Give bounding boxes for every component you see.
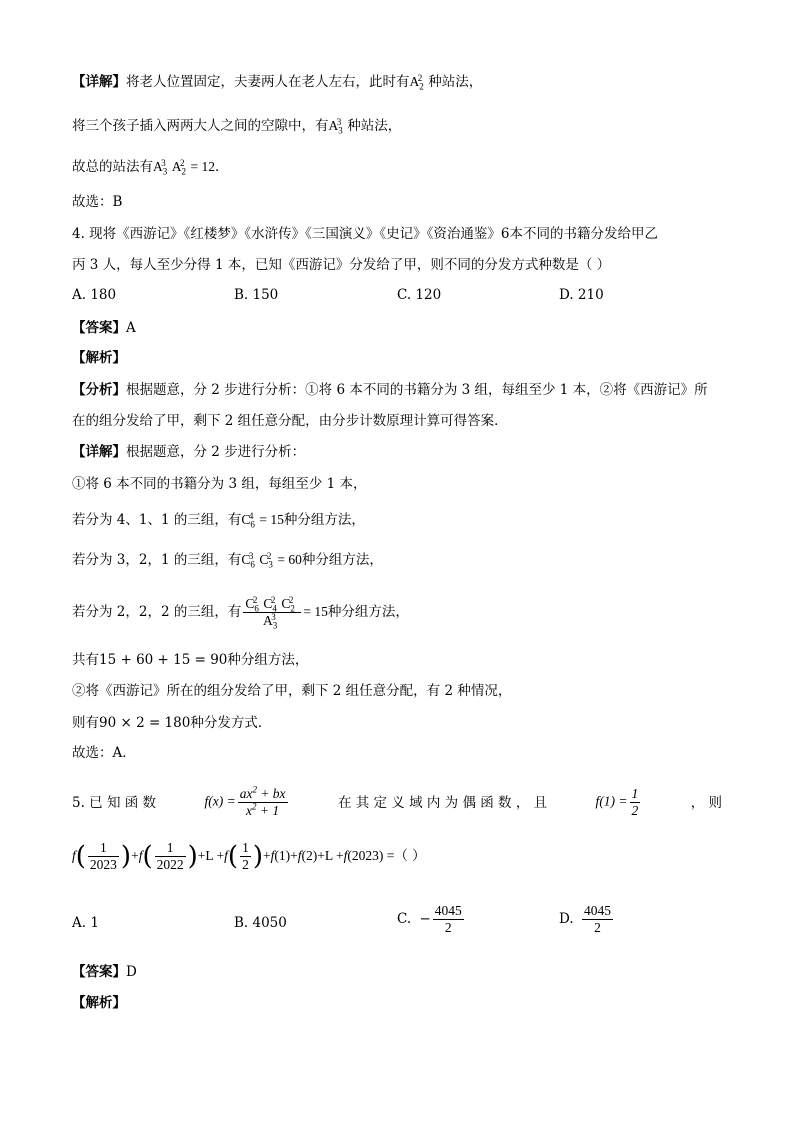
q4-choose: 故选：A． bbox=[72, 745, 136, 761]
q5-option-c: C. − $\frac{4045}{2}$ bbox=[397, 903, 462, 935]
perm-A33: $A_3^3$ bbox=[328, 116, 343, 136]
q4-detail-line1: 【详解】根据题意，分 2 步进行分析： bbox=[72, 444, 306, 460]
q4-stem-line1: 4. 现将《西游记》《红楼梦》《水浒传》《三国演义》《史记》《资治通鉴》6本不同的书籍分发给甲乙 bbox=[72, 226, 659, 242]
q4-step1: ①将 6 本不同的书籍分为 3 组，每组至少 1 本， bbox=[72, 476, 367, 492]
perm-A22: $A_2^2$ bbox=[409, 72, 424, 92]
q4-case2: 若分为 3，2，1 的三组，有$C_6^3$ $C_3^2 = 60$种分组方法， bbox=[72, 550, 383, 570]
q5-answer: 【答案】D bbox=[72, 964, 137, 980]
q4-analysis-tag: 【解析】 bbox=[72, 350, 126, 366]
q4-case1: 若分为 4、1、1 的三组，有$C_6^4 = 15$种分组方法， bbox=[72, 510, 365, 530]
case3-fraction: $\frac{C_6^2 C_4^2 C_2^2}{A_3^3}$ bbox=[243, 596, 301, 629]
q4-option-a: A. 180 bbox=[72, 287, 117, 303]
q4-step2: ②将《西游记》所在的组分发给了甲，剩下 2 组任意分配，有 2 种情况， bbox=[72, 683, 512, 699]
q3-detail-line3: 故总的站法有$A_3^3$ $A_2^2 = 12$． bbox=[72, 157, 229, 177]
q5-option-b: B. 4050 bbox=[234, 915, 287, 931]
q4-fenxi-line2: 在的组分发给了甲，剩下 2 组任意分配，由分步计数原理计算可得答案． bbox=[72, 413, 508, 429]
comb-C63C32: $C_6^3$ $C_3^2$ bbox=[241, 550, 273, 570]
q4-stem-line2: 丙 3 人，每人至少分得 1 本，已知《西游记》分发给了甲，则不同的分发方式种数是（ ） bbox=[72, 257, 611, 273]
q4-option-c: C. 120 bbox=[397, 287, 442, 303]
q4-result: 则有90 × 2 = 180种分发方式． bbox=[72, 715, 272, 731]
q5-sum-expression: f( $\frac{1}{2023}$ )+f( $\frac{1}{2022}$ )+L +f( $\frac{1}{2}$ )+f(1)+f(2)+L +f(2023) =（ ） bbox=[72, 840, 426, 872]
q4-case3: 若分为 2，2，2 的三组，有 $\frac{C_6^2 C_4^2 C_2^2}{A_3^3}$ = 15种分组方法， bbox=[72, 594, 409, 631]
q3-detail-text1: 将老人位置固定，夫妻两人在老人左右，此时有 bbox=[126, 74, 410, 90]
q5-option-d: D. $\frac{4045}{2}$ bbox=[559, 903, 611, 935]
comb-C64: $C_6^4$ bbox=[241, 510, 255, 530]
q4-fenxi-line1: 【分析】根据题意，分 2 步进行分析：①将 6 本不同的书籍分为 3 组，每组至少 1 本，②将《西游记》所 bbox=[72, 382, 708, 398]
q4-total: 共有15 + 60 + 15 = 90种分组方法， bbox=[72, 652, 309, 668]
f1-value: f(1) = $\frac{1}{2}$ bbox=[595, 786, 639, 818]
perm-product: $A_3^3$ $A_2^2$ bbox=[153, 157, 186, 177]
q3-detail-line2: 将三个孩子插入两两大人之间的空隙中，有$A_3^3$ 种站法， bbox=[72, 116, 402, 136]
q5-stem-line1: 5. 已 知 函 数 f(x) = $\frac{ax^2 + bx}{x^2 + 1}$ 在 其 定 义 域 内 为 偶 函 数 ， 且 f(1) = $\frac{1}{2}$ ， 则 bbox=[72, 784, 722, 818]
detail-tag: 【详解】 bbox=[72, 74, 126, 90]
q3-choose: 故选：B bbox=[72, 194, 123, 210]
q4-option-d: D. 210 bbox=[559, 287, 604, 303]
q3-detail-line1: 【详解】将老人位置固定，夫妻两人在老人左右，此时有$A_2^2$ 种站法， bbox=[72, 72, 483, 92]
q4-option-b: B. 150 bbox=[234, 287, 279, 303]
q4-answer: 【答案】A bbox=[72, 320, 136, 336]
q5-option-a: A. 1 bbox=[72, 915, 99, 931]
function-def: f(x) = $\frac{ax^2 + bx}{x^2 + 1}$ bbox=[204, 784, 286, 818]
q5-analysis-tag: 【解析】 bbox=[72, 995, 126, 1011]
